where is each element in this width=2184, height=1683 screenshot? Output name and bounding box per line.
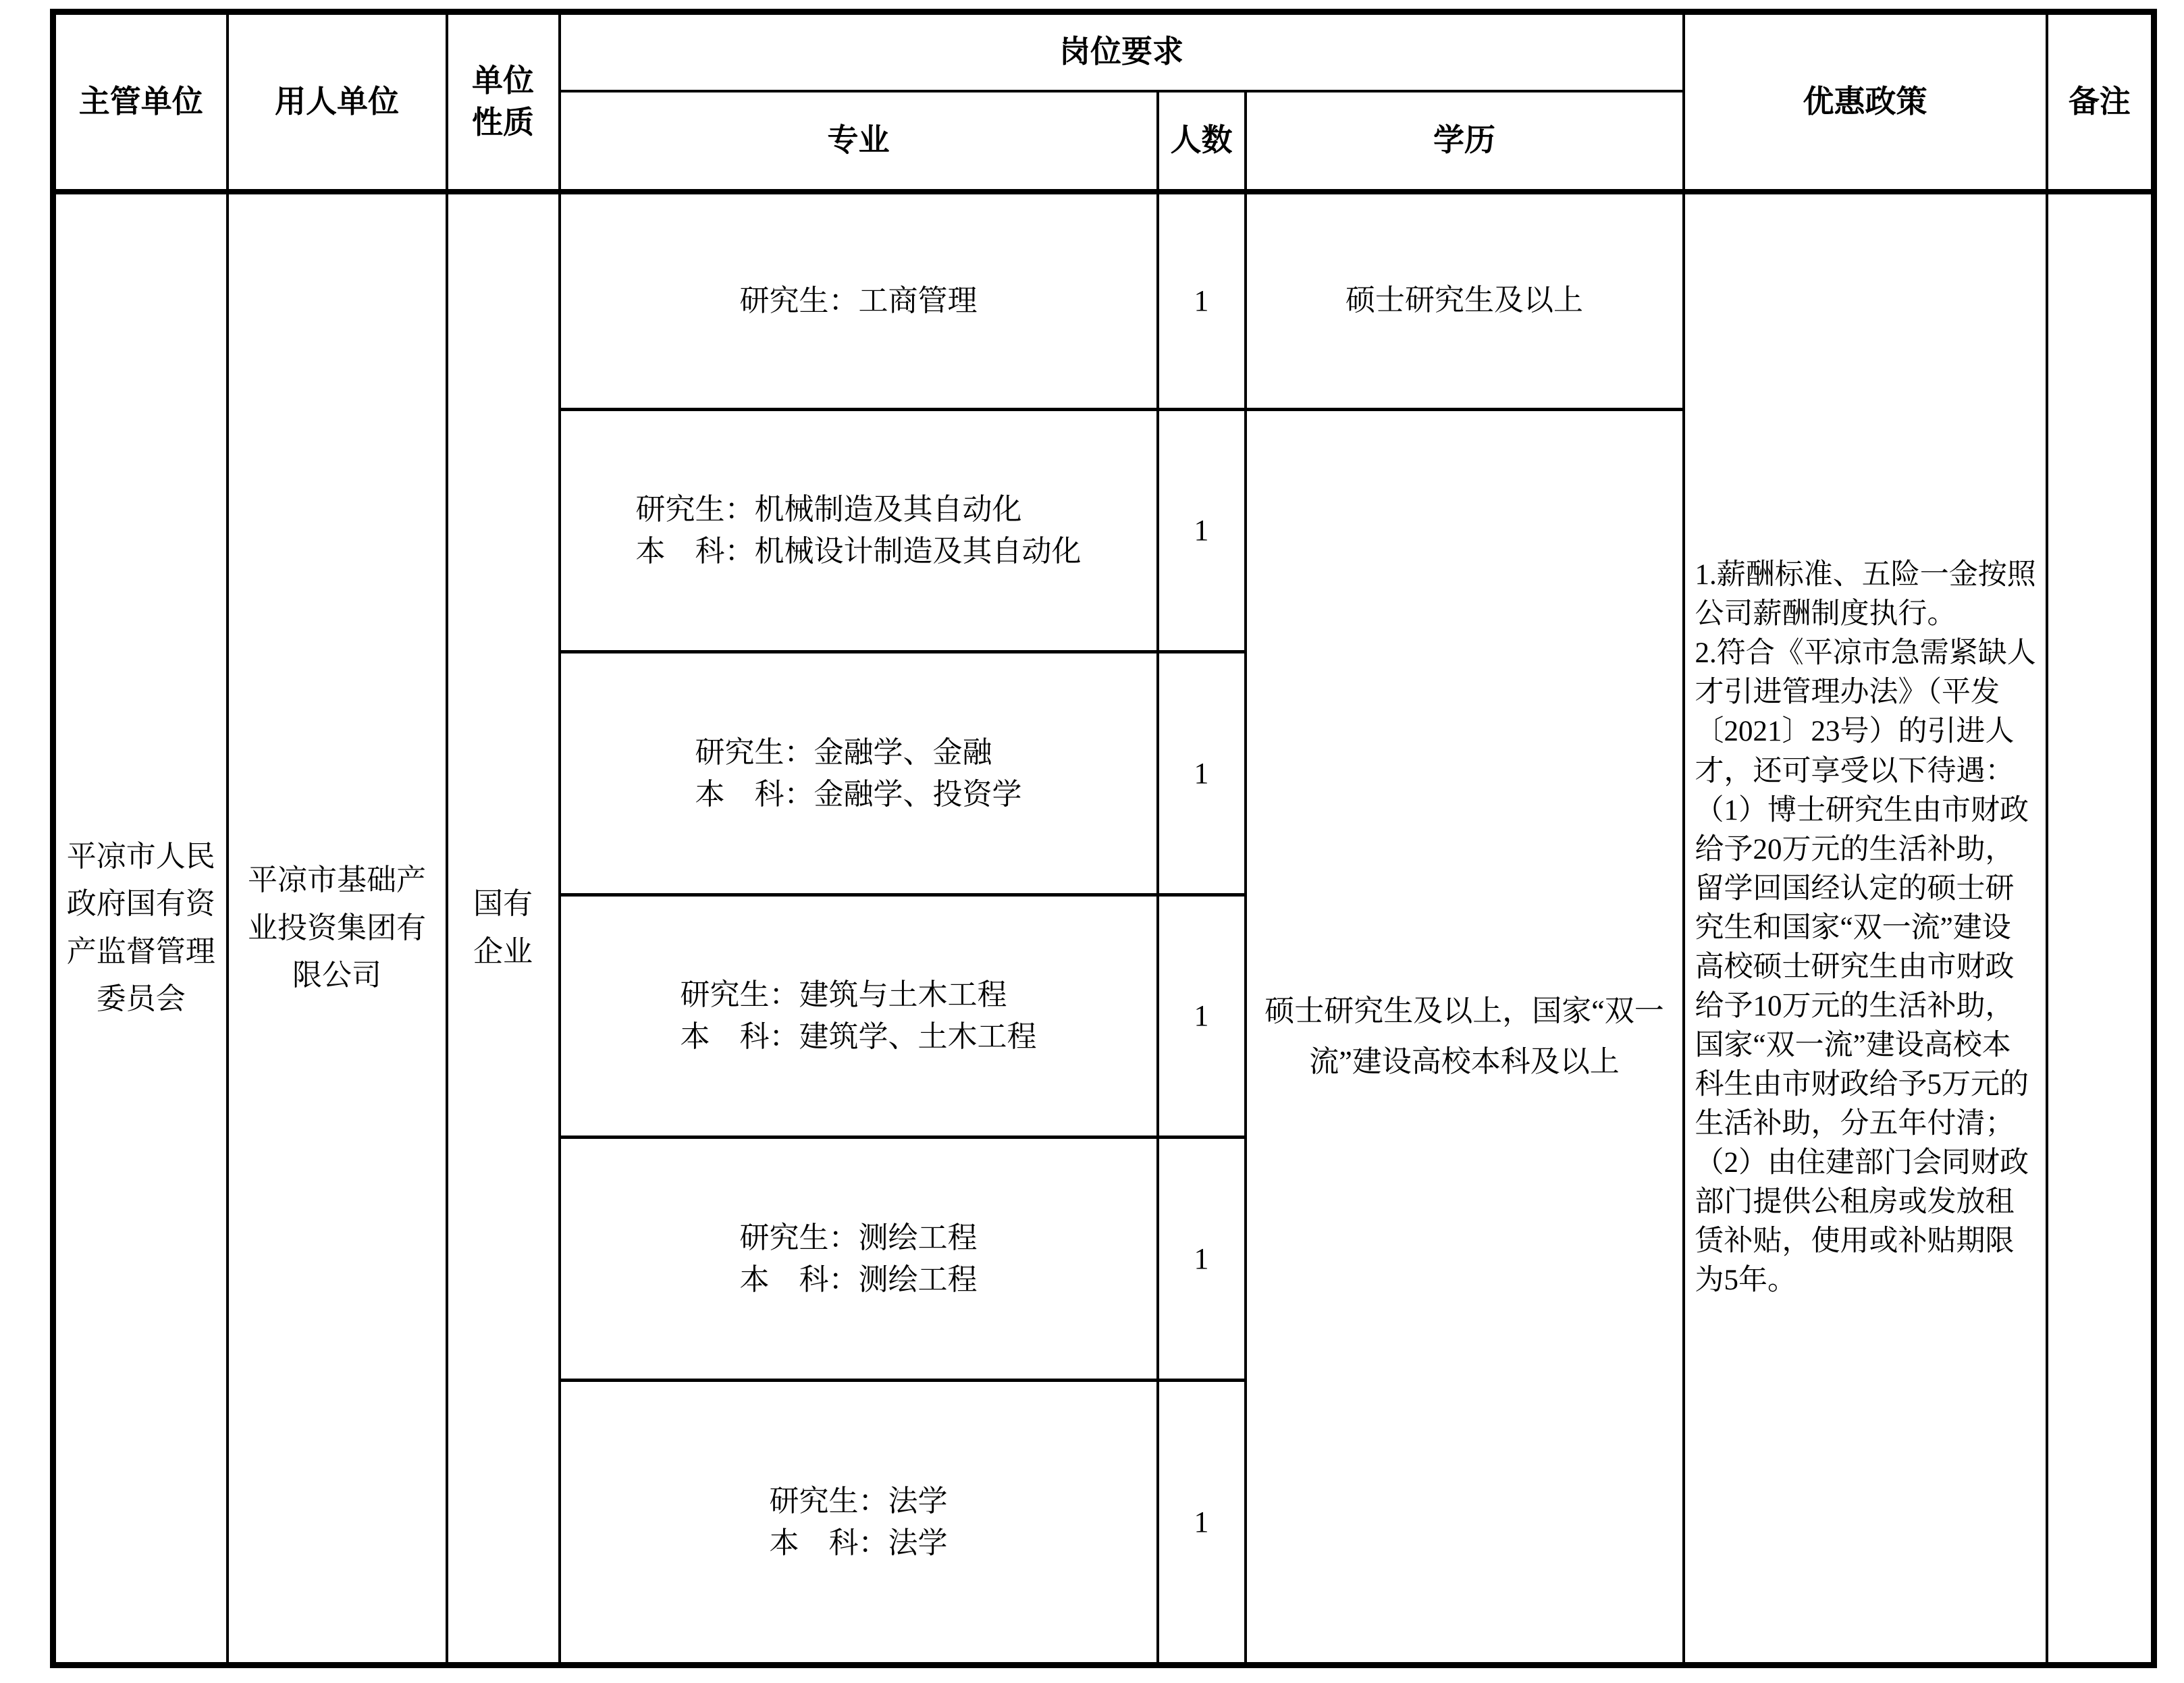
header-unit-nature: 单位性质 (447, 12, 560, 192)
headcount-cell: 1 (1158, 895, 1246, 1138)
major-cell (560, 895, 1158, 1138)
header-headcount: 人数 (1158, 91, 1246, 192)
education-cell: 硕士研究生及以上 (1246, 192, 1684, 410)
headcount-cell: 1 (1158, 1381, 1246, 1665)
header-employer: 用人单位 (228, 12, 447, 192)
major-line: 研究生：测绘工程 (739, 1221, 978, 1254)
headcount-cell: 1 (1158, 192, 1246, 410)
header-post-requirements: 岗位要求 (560, 12, 1684, 91)
major-line: 本 科：法学 (769, 1526, 948, 1559)
policy-paragraph: （2）由住建部门会同财政部门提供公租房或发放租赁补贴，使用或补贴期限为5年。 (1695, 1147, 2029, 1297)
major-line: 本 科：建筑学、土木工程 (680, 1020, 1037, 1053)
recruitment-table (50, 9, 2157, 1668)
remarks-cell (2047, 192, 2154, 1665)
header-remarks: 备注 (2047, 12, 2154, 192)
policy-cell (1684, 192, 2047, 1665)
supervisor-unit-cell: 平凉市人民政府国有资产监督管理委员会 (53, 192, 228, 1665)
major-line: 研究生：工商管理 (739, 284, 978, 317)
major-line: 研究生：机械制造及其自动化 (635, 493, 1022, 527)
major-line: 本 科：机械设计制造及其自动化 (635, 535, 1082, 568)
headcount-cell: 1 (1158, 410, 1246, 652)
header-major: 专业 (560, 91, 1158, 192)
major-cell (560, 1381, 1158, 1665)
header-policy: 优惠政策 (1684, 12, 2047, 192)
headcount-cell: 1 (1158, 1138, 1246, 1381)
policy-paragraph: 1.薪酬标准、五险一金按照公司薪酬制度执行。 (1695, 559, 2036, 631)
major-cell (560, 192, 1158, 410)
major-line: 本 科：金融学、投资学 (695, 777, 1022, 811)
major-cell (560, 410, 1158, 652)
unit-nature-cell: 国有企业 (447, 192, 560, 1665)
policy-paragraph: （1）博士研究生由市财政给予20万元的生活补助，留学回国经认定的硕士研究生和国家“双一流”建设高校硕士研究生由市财政给予10万元的生活补助，国家“双一流”建设高校本科生由市财政给予5万元的生活补助，分五年付清； (1695, 794, 2029, 1140)
major-line: 本 科：测绘工程 (739, 1262, 978, 1296)
major-line: 研究生：法学 (769, 1484, 948, 1518)
major-cell (560, 652, 1158, 895)
employer-unit-cell: 平凉市基础产业投资集团有限公司 (228, 192, 447, 1665)
header-education: 学历 (1246, 91, 1684, 192)
major-cell (560, 1138, 1158, 1381)
education-merged-cell: 硕士研究生及以上，国家“双一流”建设高校本科及以上 (1246, 410, 1684, 1665)
header-supervisor: 主管单位 (53, 12, 228, 192)
major-line: 研究生：建筑与土木工程 (680, 978, 1007, 1012)
table-row (53, 192, 2154, 410)
headcount-cell: 1 (1158, 652, 1246, 895)
major-line: 研究生：金融学、金融 (695, 735, 992, 769)
policy-paragraph: 2.符合《平凉市急需紧缺人才引进管理办法》（平发〔2021〕23号）的引进人才，还可享受以下待遇： (1695, 637, 2036, 787)
